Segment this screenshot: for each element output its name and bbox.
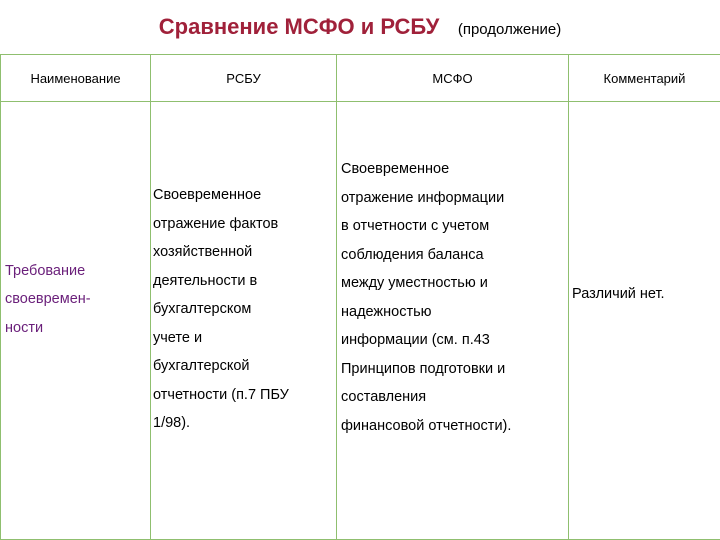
cell-rsbu	[151, 102, 337, 540]
slide-title: Сравнение МСФО и РСБУ	[158, 14, 440, 39]
ifrs-text: Своевременное отражение информации в отчетности с учетом соблюдения баланса между уместностью и надежностью информации (см. п.43 Принципов подготовки и составления финансовой отчетности).	[341, 161, 512, 434]
cell-ifrs	[337, 102, 569, 540]
header-ifrs: МСФО	[337, 55, 569, 102]
comment-text: Различий нет.	[572, 286, 665, 303]
table-row	[1, 102, 720, 540]
cell-name	[1, 102, 151, 540]
slide-subtitle: (продолжение)	[457, 21, 562, 38]
comparison-table	[0, 54, 720, 540]
rsbu-text: Своевременное отражение фактов хозяйственной деятельности в бухгалтерском учете и бухгалтерской отчетности (п.7 ПБУ 1/98).	[153, 187, 289, 432]
header-comment: Комментарий	[569, 55, 720, 102]
header-rsbu: РСБУ	[151, 55, 337, 102]
requirement-name: Требование своевремен- ности	[5, 262, 91, 336]
cell-comment	[569, 102, 720, 540]
header-name: Наименование	[1, 55, 151, 102]
table-header-row	[1, 55, 720, 102]
slide-header	[0, 14, 720, 40]
